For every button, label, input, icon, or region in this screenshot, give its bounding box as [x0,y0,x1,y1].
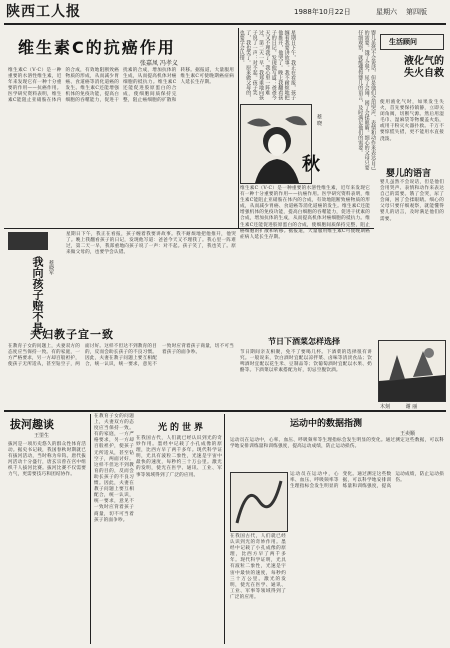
motion-title: 运动中的数据指测 [290,419,363,429]
woodcut-title: 木刻 [380,404,391,410]
paper-name: 陕西工人报 [6,4,81,20]
motion-body-2: 运动员在运动中，心率、血压、呼吸频率等生理指标会发生明显的变化。通过测定这些数据，可以科学地安排训练量和训练强度，提高运动成绩，防止运动损伤。 [290,472,444,490]
bottom-rule-2 [224,414,225,644]
photo-title: 秋 [302,154,320,175]
bottom-mid-text: 在教育子女的问题上，夫妻双方的态度应当保持一致。有的家庭，一方严格要求，另一方却百般袒护，使孩子无所适从，甚至钻空子，两面讨好。这样不但达不到教育的目的，反而会助长孩子的不良习惯。因此，夫妻在教子问题上要互相配合，统一认识，统一要求，意见不一致时应背着孩子商量，切不可当着孩子的面争吵。 [94,414,134,523]
sidebar-title: 生活顾问 [389,38,417,46]
jigsaw-author: 王里生 [34,433,50,439]
light-title: 光的世界 [158,423,207,433]
light-body: 在我国古代，人们就已经认识到光的奇妙作用。墨经中记载了小孔成像的原理，比西方早了两千多年。现代科学证明，光具有波粒二象性，光速是宇宙中最快的速度，每秒约三十万公里。激光的发明，使光在医学、通讯、工业、军事等领域得到了广泛的应用。 [136,436,222,478]
yard-title: 节日下酒菜怎样选择 [268,337,340,346]
liver-title: 液化气的失火自救 [404,56,444,79]
page-number: 第四版 [406,8,427,16]
jigsaw-body: 拔河是一项历史悠久的群众性体育活动。据史书记载，我国春秋时期就已有拔河活动，当时称为牵钩。唐代拔河活动十分盛行，唐玄宗曾在宫中组织千人拔河比赛。拔河比赛不仅需要力气，更需要技巧和团结协作。 [8,442,86,478]
masthead-rule [4,23,446,25]
liver-body: 使用液化气时，如果发生失火，首先要保持镇静，立即关闭角阀，切断气源。然后用湿毛巾、湿麻袋等物覆盖火焰，或用干粉灭火器扑救。千万不要惊慌失措，更不能用水直接浇泼。 [380,100,444,142]
poem-body: 星期日下午，我正在看报，孩子缠着我要讲故事。我不耐烦地把他推开，他哭了。晚上我翻看孩子的日记，发现他写道：爸爸今天又不理我了。我心里一阵难过，第二天一早，我郑重地向孩子说了一声：对不起。孩子笑了，我也笑了。原来做父母的，也要学会认错。 [66,232,236,256]
section-rule-2 [4,410,446,412]
husband-title: 夫妇教子宜一致 [30,328,114,341]
masthead [4,3,446,23]
poem-author: 蔡晓军 [48,260,54,275]
bottom-rule-1 [90,414,91,644]
middle-vertical-text: 婴儿虽然不会说话，但是他们会用哭声、表情和动作来表达自己的需要。饿了会哭，尿了会闹，困了会揉眼睛。细心的父母只要仔细观察，就能懂得婴儿的语言，及时满足他们的需要。 [357,30,376,170]
vitamin-title: 维生素C的抗癌作用 [18,38,176,57]
motion-body: 运动员在运动中，心率、血压、呼吸频率等生理指标会发生明显的变化。通过测定这些数据，可以科学地安排训练量和训练强度，提高运动成绩，防止运动损伤。 [230,438,444,450]
woodcut-credit: 谢 丽 [405,404,418,410]
poem-logo [8,232,48,250]
sidebar-box [380,34,444,50]
motion-author: 王卖顺 [400,431,416,437]
poem-vertical-text: 星期日下午，我正在看报，孩子缠着我要讲故事。我不耐烦地把他推开，他哭了。晚上我翻看孩子的日记，发现他写道：爸爸今天又不理我了。我心里一阵难过，第二天一早，我郑重地向孩子说了一声：对不起。孩子笑了，我也笑了。原来做父母的，也要学会认错。 [238,30,296,100]
poem-title: 我向孩子赔不是 [31,256,44,333]
woodcut-caption [380,403,417,410]
baby-title: 婴儿的语言 [386,169,432,179]
woodcut-picture [379,341,445,401]
vitamin-body: 维生素C（V·C）是一种重要的水溶性维生素，近年来发现它有一种十分重要的作用——抗癌作用。医学研究资料表明，维生素C能阻止亚硝胺在体内的合成，有效地阻断致癌物质的形成，从而减少胃癌、食道癌等消化道癌的发生。维生素C还能增强机体的免疫功能，提高白细胞的吞噬能力，促进干扰素的合成，增加抗体的生成，从而提高机体对癌细胞的抵抗力。维生素C还能促进胶原蛋白的合成，使细胞间质保持完整，阻止癌细胞的扩散和转移。据报道，大量服用维生素C可使晚期癌症病人延长生存期。 [8,68,234,104]
right-mid-text: 维生素C（V·C）是一种重要的水溶性维生素，近年来发现它有一种十分重要的作用——抗癌作用。医学研究资料表明，维生素C能阻止亚硝胺在体内的合成，有效地阻断致癌物质的形成，从而减少胃癌、食道癌等消化道癌的发生。维生素C还能增强机体的免疫功能，提高白细胞的吞噬能力，促进干扰素的合成，增加抗体的生成，从而提高机体对癌细胞的抵抗力。维生素C还能促进胶原蛋白的合成，使细胞间质保持完整，阻止癌细胞的扩散和转移。据报道，大量服用维生素C可使晚期癌症病人延长生存期。 [240,186,370,240]
portrait-photo [241,105,311,183]
husband-body: 在教育子女的问题上，夫妻双方的态度应当保持一致。有的家庭，一方严格要求，另一方却百般袒护，使孩子无所适从，甚至钻空子，两面讨好。这样不但达不到教育的目的，反而会助长孩子的不良习惯。因此，夫妻在教子问题上要互相配合，统一认识，统一要求，意见不一致时应背着孩子商量，切不可当着孩子的面争吵。 [8,344,234,368]
woodcut-frame [378,340,446,402]
motion-decoration [231,473,287,531]
motion-graphic [230,472,288,532]
yard-body: 节日期间亲友相聚，免不了要喝几杯。下酒菜的选择很有讲究。一般说来，饮白酒时宜配以凉拌菜、卤味等清淡食品；饮啤酒时宜配以花生米、豆制品等；饮葡萄酒时宜配以水果、奶酪等。下酒菜以荤素搭配为好，切忌空腹饮酒。 [240,350,372,374]
vitamin-authors: 张嘉凤 冯孝义 [140,60,178,67]
photo-credit: 蔡 晓 [316,114,322,126]
baby-body: 婴儿虽然不会说话，但是他们会用哭声、表情和动作来表达自己的需要。饿了会哭，尿了会闹，困了会揉眼睛。细心的父母只要仔细观察，就能懂得婴儿的语言，及时满足他们的需要。 [380,180,444,222]
weekday: 星期六 [376,8,397,16]
jigsaw-title: 拔河趣谈 [10,418,54,431]
date: 1988年10月22日 [294,8,351,16]
motion-body-3: 在我国古代，人们就已经认识到光的奇妙作用。墨经中记载了小孔成像的原理，比西方早了两千多年。现代科学证明，光具有波粒二象性，光速是宇宙中最快的速度，每秒约三十万公里。激光的发明，使光在医学、通讯、工业、军事等领域得到了广泛的应用。 [230,534,286,600]
